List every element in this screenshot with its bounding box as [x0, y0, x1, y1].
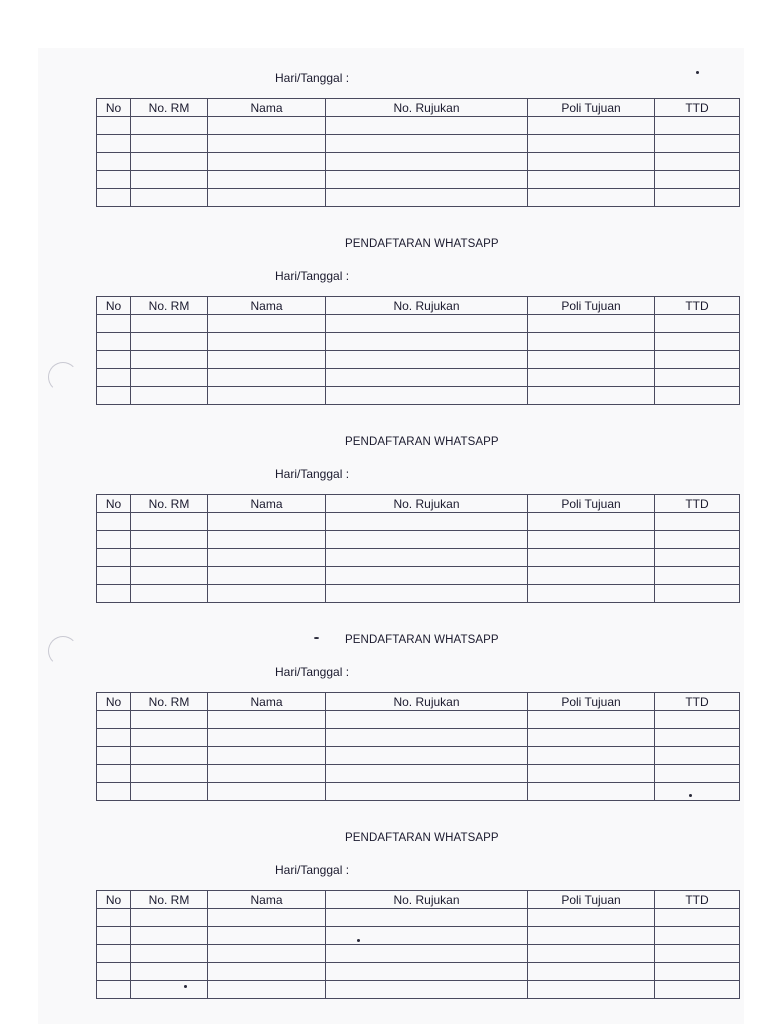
col-nama-header: Nama — [208, 297, 326, 315]
speck — [696, 71, 699, 74]
col-no-rm-cell[interactable] — [131, 963, 208, 981]
col-ttd-cell[interactable] — [655, 333, 740, 351]
col-no-rm-cell[interactable] — [131, 135, 208, 153]
col-no-header: No — [97, 297, 131, 315]
col-no-rm-cell[interactable] — [131, 549, 208, 567]
table-row — [97, 765, 740, 783]
col-nama-cell[interactable] — [208, 711, 326, 729]
col-no-cell[interactable] — [97, 513, 131, 531]
col-no-rm-cell[interactable] — [131, 783, 208, 801]
col-ttd-cell[interactable] — [655, 567, 740, 585]
col-nama-cell[interactable] — [208, 171, 326, 189]
table-header-row — [97, 891, 740, 909]
col-no-rujukan-cell[interactable] — [326, 711, 528, 729]
col-no-cell[interactable] — [97, 351, 131, 369]
col-ttd-header: TTD — [655, 99, 740, 117]
col-no-rm-cell[interactable] — [131, 333, 208, 351]
col-no-header: No — [97, 495, 131, 513]
col-no-rm-cell[interactable] — [131, 513, 208, 531]
col-poli-tujuan-cell[interactable] — [528, 765, 655, 783]
col-poli-tujuan-cell[interactable] — [528, 729, 655, 747]
speck — [689, 794, 692, 797]
col-poli-tujuan-cell[interactable] — [528, 189, 655, 207]
col-nama-cell[interactable] — [208, 729, 326, 747]
col-nama-cell[interactable] — [208, 585, 326, 603]
col-no-rm-cell[interactable] — [131, 747, 208, 765]
col-no-rm-cell[interactable] — [131, 117, 208, 135]
col-poli-tujuan-header: Poli Tujuan — [528, 99, 655, 117]
col-nama-cell[interactable] — [208, 945, 326, 963]
col-poli-tujuan-cell[interactable] — [528, 711, 655, 729]
col-ttd-cell[interactable] — [655, 171, 740, 189]
col-ttd-cell[interactable] — [655, 927, 740, 945]
col-poli-tujuan-cell[interactable] — [528, 567, 655, 585]
col-nama-cell[interactable] — [208, 387, 326, 405]
col-ttd-cell[interactable] — [655, 351, 740, 369]
col-poli-tujuan-header: Poli Tujuan — [528, 297, 655, 315]
col-nama-cell[interactable] — [208, 117, 326, 135]
col-no-rujukan-cell[interactable] — [326, 315, 528, 333]
registration-table — [96, 692, 740, 801]
col-ttd-header: TTD — [655, 891, 740, 909]
col-ttd-cell[interactable] — [655, 549, 740, 567]
col-no-cell[interactable] — [97, 945, 131, 963]
col-poli-tujuan-cell[interactable] — [528, 909, 655, 927]
col-no-rm-cell[interactable] — [131, 711, 208, 729]
col-no-cell[interactable] — [97, 909, 131, 927]
speck — [314, 637, 319, 639]
col-no-rm-cell[interactable] — [131, 729, 208, 747]
form-heading: PENDAFTARAN WHATSAPP — [345, 832, 499, 844]
col-nama-cell[interactable] — [208, 747, 326, 765]
col-no-rm-cell[interactable] — [131, 909, 208, 927]
registration-table — [96, 296, 740, 405]
col-poli-tujuan-cell[interactable] — [528, 945, 655, 963]
col-no-rm-cell[interactable] — [131, 567, 208, 585]
col-ttd-cell[interactable] — [655, 585, 740, 603]
col-ttd-cell[interactable] — [655, 909, 740, 927]
col-no-rujukan-cell[interactable] — [326, 945, 528, 963]
col-no-rujukan-cell[interactable] — [326, 333, 528, 351]
registration-table — [96, 890, 740, 999]
col-no-rujukan-cell[interactable] — [326, 117, 528, 135]
col-no-rm-header: No. RM — [131, 693, 208, 711]
col-ttd-cell[interactable] — [655, 765, 740, 783]
col-no-cell[interactable] — [97, 981, 131, 999]
col-nama-cell[interactable] — [208, 963, 326, 981]
col-nama-header: Nama — [208, 99, 326, 117]
col-no-cell[interactable] — [97, 315, 131, 333]
col-no-rm-header: No. RM — [131, 297, 208, 315]
col-ttd-header: TTD — [655, 693, 740, 711]
table-row — [97, 369, 740, 387]
col-no-cell[interactable] — [97, 711, 131, 729]
col-nama-header: Nama — [208, 693, 326, 711]
col-poli-tujuan-cell[interactable] — [528, 513, 655, 531]
col-poli-tujuan-cell[interactable] — [528, 171, 655, 189]
col-nama-cell[interactable] — [208, 531, 326, 549]
col-no-cell[interactable] — [97, 549, 131, 567]
col-no-cell[interactable] — [97, 387, 131, 405]
form-heading: PENDAFTARAN WHATSAPP — [345, 238, 499, 250]
col-no-rujukan-cell[interactable] — [326, 567, 528, 585]
col-nama-cell[interactable] — [208, 369, 326, 387]
table-row — [97, 927, 740, 945]
col-no-rujukan-cell[interactable] — [326, 135, 528, 153]
col-no-rujukan-cell[interactable] — [326, 909, 528, 927]
col-no-rujukan-cell[interactable] — [326, 963, 528, 981]
col-nama-cell[interactable] — [208, 513, 326, 531]
col-poli-tujuan-cell[interactable] — [528, 333, 655, 351]
col-nama-cell[interactable] — [208, 783, 326, 801]
col-ttd-cell[interactable] — [655, 513, 740, 531]
col-ttd-header: TTD — [655, 495, 740, 513]
table-row — [97, 171, 740, 189]
table-row — [97, 963, 740, 981]
col-ttd-cell[interactable] — [655, 117, 740, 135]
col-no-rm-cell[interactable] — [131, 189, 208, 207]
col-no-rujukan-cell[interactable] — [326, 747, 528, 765]
col-no-rm-header: No. RM — [131, 891, 208, 909]
speck — [184, 985, 187, 988]
col-no-cell[interactable] — [97, 783, 131, 801]
col-no-rujukan-cell[interactable] — [326, 387, 528, 405]
col-ttd-cell[interactable] — [655, 963, 740, 981]
date-label: Hari/Tanggal : — [275, 467, 350, 481]
table-row — [97, 729, 740, 747]
col-no-rujukan-cell[interactable] — [326, 351, 528, 369]
col-nama-header: Nama — [208, 495, 326, 513]
col-no-rujukan-header: No. Rujukan — [326, 495, 528, 513]
col-no-rujukan-cell[interactable] — [326, 981, 528, 999]
col-no-rujukan-header: No. Rujukan — [326, 297, 528, 315]
col-no-rm-header: No. RM — [131, 495, 208, 513]
table-row — [97, 783, 740, 801]
col-no-rm-cell[interactable] — [131, 369, 208, 387]
table-row — [97, 549, 740, 567]
col-nama-cell[interactable] — [208, 567, 326, 585]
col-no-rm-cell[interactable] — [131, 171, 208, 189]
table-row — [97, 567, 740, 585]
table-row — [97, 585, 740, 603]
speck — [357, 939, 360, 942]
table-header-row — [97, 495, 740, 513]
col-ttd-cell[interactable] — [655, 981, 740, 999]
table-row — [97, 153, 740, 171]
col-no-rm-cell[interactable] — [131, 387, 208, 405]
col-poli-tujuan-cell[interactable] — [528, 153, 655, 171]
col-nama-cell[interactable] — [208, 333, 326, 351]
col-nama-cell[interactable] — [208, 189, 326, 207]
table-row — [97, 945, 740, 963]
col-no-rujukan-cell[interactable] — [326, 189, 528, 207]
col-no-cell[interactable] — [97, 171, 131, 189]
col-nama-cell[interactable] — [208, 927, 326, 945]
table-row — [97, 909, 740, 927]
col-poli-tujuan-cell[interactable] — [528, 369, 655, 387]
col-poli-tujuan-cell[interactable] — [528, 351, 655, 369]
col-no-header: No — [97, 891, 131, 909]
table-row — [97, 711, 740, 729]
col-poli-tujuan-header: Poli Tujuan — [528, 495, 655, 513]
col-nama-cell[interactable] — [208, 765, 326, 783]
col-no-rujukan-cell[interactable] — [326, 585, 528, 603]
table-row — [97, 135, 740, 153]
col-ttd-cell[interactable] — [655, 189, 740, 207]
punch-hole-mark — [48, 636, 78, 666]
table-row — [97, 513, 740, 531]
col-no-rujukan-cell[interactable] — [326, 549, 528, 567]
col-no-rm-cell[interactable] — [131, 765, 208, 783]
date-label: Hari/Tanggal : — [275, 269, 350, 283]
col-poli-tujuan-cell[interactable] — [528, 927, 655, 945]
col-poli-tujuan-cell[interactable] — [528, 549, 655, 567]
col-poli-tujuan-cell[interactable] — [528, 747, 655, 765]
col-poli-tujuan-cell[interactable] — [528, 585, 655, 603]
col-ttd-cell[interactable] — [655, 531, 740, 549]
col-no-rm-header: No. RM — [131, 99, 208, 117]
col-no-cell[interactable] — [97, 369, 131, 387]
table-header-row — [97, 99, 740, 117]
form-heading: PENDAFTARAN WHATSAPP — [345, 634, 499, 646]
col-no-rujukan-cell[interactable] — [326, 765, 528, 783]
col-no-cell[interactable] — [97, 531, 131, 549]
col-no-cell[interactable] — [97, 189, 131, 207]
table-row — [97, 315, 740, 333]
table-row — [97, 531, 740, 549]
registration-table — [96, 98, 740, 207]
col-nama-cell[interactable] — [208, 135, 326, 153]
col-poli-tujuan-cell[interactable] — [528, 531, 655, 549]
col-nama-cell[interactable] — [208, 981, 326, 999]
col-no-cell[interactable] — [97, 153, 131, 171]
col-nama-cell[interactable] — [208, 153, 326, 171]
table-row — [97, 117, 740, 135]
col-nama-header: Nama — [208, 891, 326, 909]
punch-hole-mark — [48, 362, 78, 392]
col-no-rujukan-cell[interactable] — [326, 927, 528, 945]
col-no-rm-cell[interactable] — [131, 585, 208, 603]
col-no-cell[interactable] — [97, 963, 131, 981]
col-no-rujukan-cell[interactable] — [326, 369, 528, 387]
col-no-rm-cell[interactable] — [131, 315, 208, 333]
form-heading: PENDAFTARAN WHATSAPP — [345, 436, 499, 448]
col-poli-tujuan-cell[interactable] — [528, 387, 655, 405]
col-ttd-cell[interactable] — [655, 729, 740, 747]
col-ttd-cell[interactable] — [655, 153, 740, 171]
col-no-cell[interactable] — [97, 729, 131, 747]
col-no-cell[interactable] — [97, 567, 131, 585]
table-header-row — [97, 693, 740, 711]
col-no-rujukan-cell[interactable] — [326, 513, 528, 531]
col-poli-tujuan-header: Poli Tujuan — [528, 693, 655, 711]
col-no-rujukan-header: No. Rujukan — [326, 99, 528, 117]
col-nama-cell[interactable] — [208, 315, 326, 333]
col-no-rujukan-header: No. Rujukan — [326, 693, 528, 711]
table-row — [97, 189, 740, 207]
col-no-header: No — [97, 99, 131, 117]
col-no-rujukan-cell[interactable] — [326, 783, 528, 801]
col-ttd-cell[interactable] — [655, 387, 740, 405]
col-poli-tujuan-cell[interactable] — [528, 783, 655, 801]
date-label: Hari/Tanggal : — [275, 71, 350, 85]
col-no-cell[interactable] — [97, 747, 131, 765]
col-poli-tujuan-cell[interactable] — [528, 117, 655, 135]
col-no-cell[interactable] — [97, 117, 131, 135]
col-ttd-cell[interactable] — [655, 315, 740, 333]
table-header-row — [97, 297, 740, 315]
col-no-rm-cell[interactable] — [131, 153, 208, 171]
col-no-header: No — [97, 693, 131, 711]
col-poli-tujuan-cell[interactable] — [528, 315, 655, 333]
date-label: Hari/Tanggal : — [275, 665, 350, 679]
col-no-rm-cell[interactable] — [131, 945, 208, 963]
col-no-cell[interactable] — [97, 927, 131, 945]
col-ttd-cell[interactable] — [655, 945, 740, 963]
col-no-cell[interactable] — [97, 765, 131, 783]
col-no-rujukan-cell[interactable] — [326, 729, 528, 747]
col-nama-cell[interactable] — [208, 909, 326, 927]
col-ttd-cell[interactable] — [655, 135, 740, 153]
col-nama-cell[interactable] — [208, 351, 326, 369]
col-poli-tujuan-cell[interactable] — [528, 963, 655, 981]
col-no-cell[interactable] — [97, 585, 131, 603]
col-no-rujukan-header: No. Rujukan — [326, 891, 528, 909]
col-no-rujukan-cell[interactable] — [326, 153, 528, 171]
col-ttd-cell[interactable] — [655, 747, 740, 765]
col-poli-tujuan-cell[interactable] — [528, 981, 655, 999]
col-ttd-cell[interactable] — [655, 711, 740, 729]
col-ttd-cell[interactable] — [655, 369, 740, 387]
table-row — [97, 333, 740, 351]
table-row — [97, 981, 740, 999]
col-no-rm-cell[interactable] — [131, 531, 208, 549]
date-label: Hari/Tanggal : — [275, 863, 350, 877]
col-no-rujukan-cell[interactable] — [326, 531, 528, 549]
registration-table — [96, 494, 740, 603]
col-ttd-cell[interactable] — [655, 783, 740, 801]
col-no-rm-cell[interactable] — [131, 351, 208, 369]
col-no-cell[interactable] — [97, 135, 131, 153]
col-poli-tujuan-header: Poli Tujuan — [528, 891, 655, 909]
table-row — [97, 387, 740, 405]
col-no-cell[interactable] — [97, 333, 131, 351]
col-ttd-header: TTD — [655, 297, 740, 315]
col-no-rm-cell[interactable] — [131, 927, 208, 945]
col-no-rujukan-cell[interactable] — [326, 171, 528, 189]
col-nama-cell[interactable] — [208, 549, 326, 567]
table-row — [97, 351, 740, 369]
col-poli-tujuan-cell[interactable] — [528, 135, 655, 153]
col-no-rm-cell[interactable] — [131, 981, 208, 999]
table-row — [97, 747, 740, 765]
